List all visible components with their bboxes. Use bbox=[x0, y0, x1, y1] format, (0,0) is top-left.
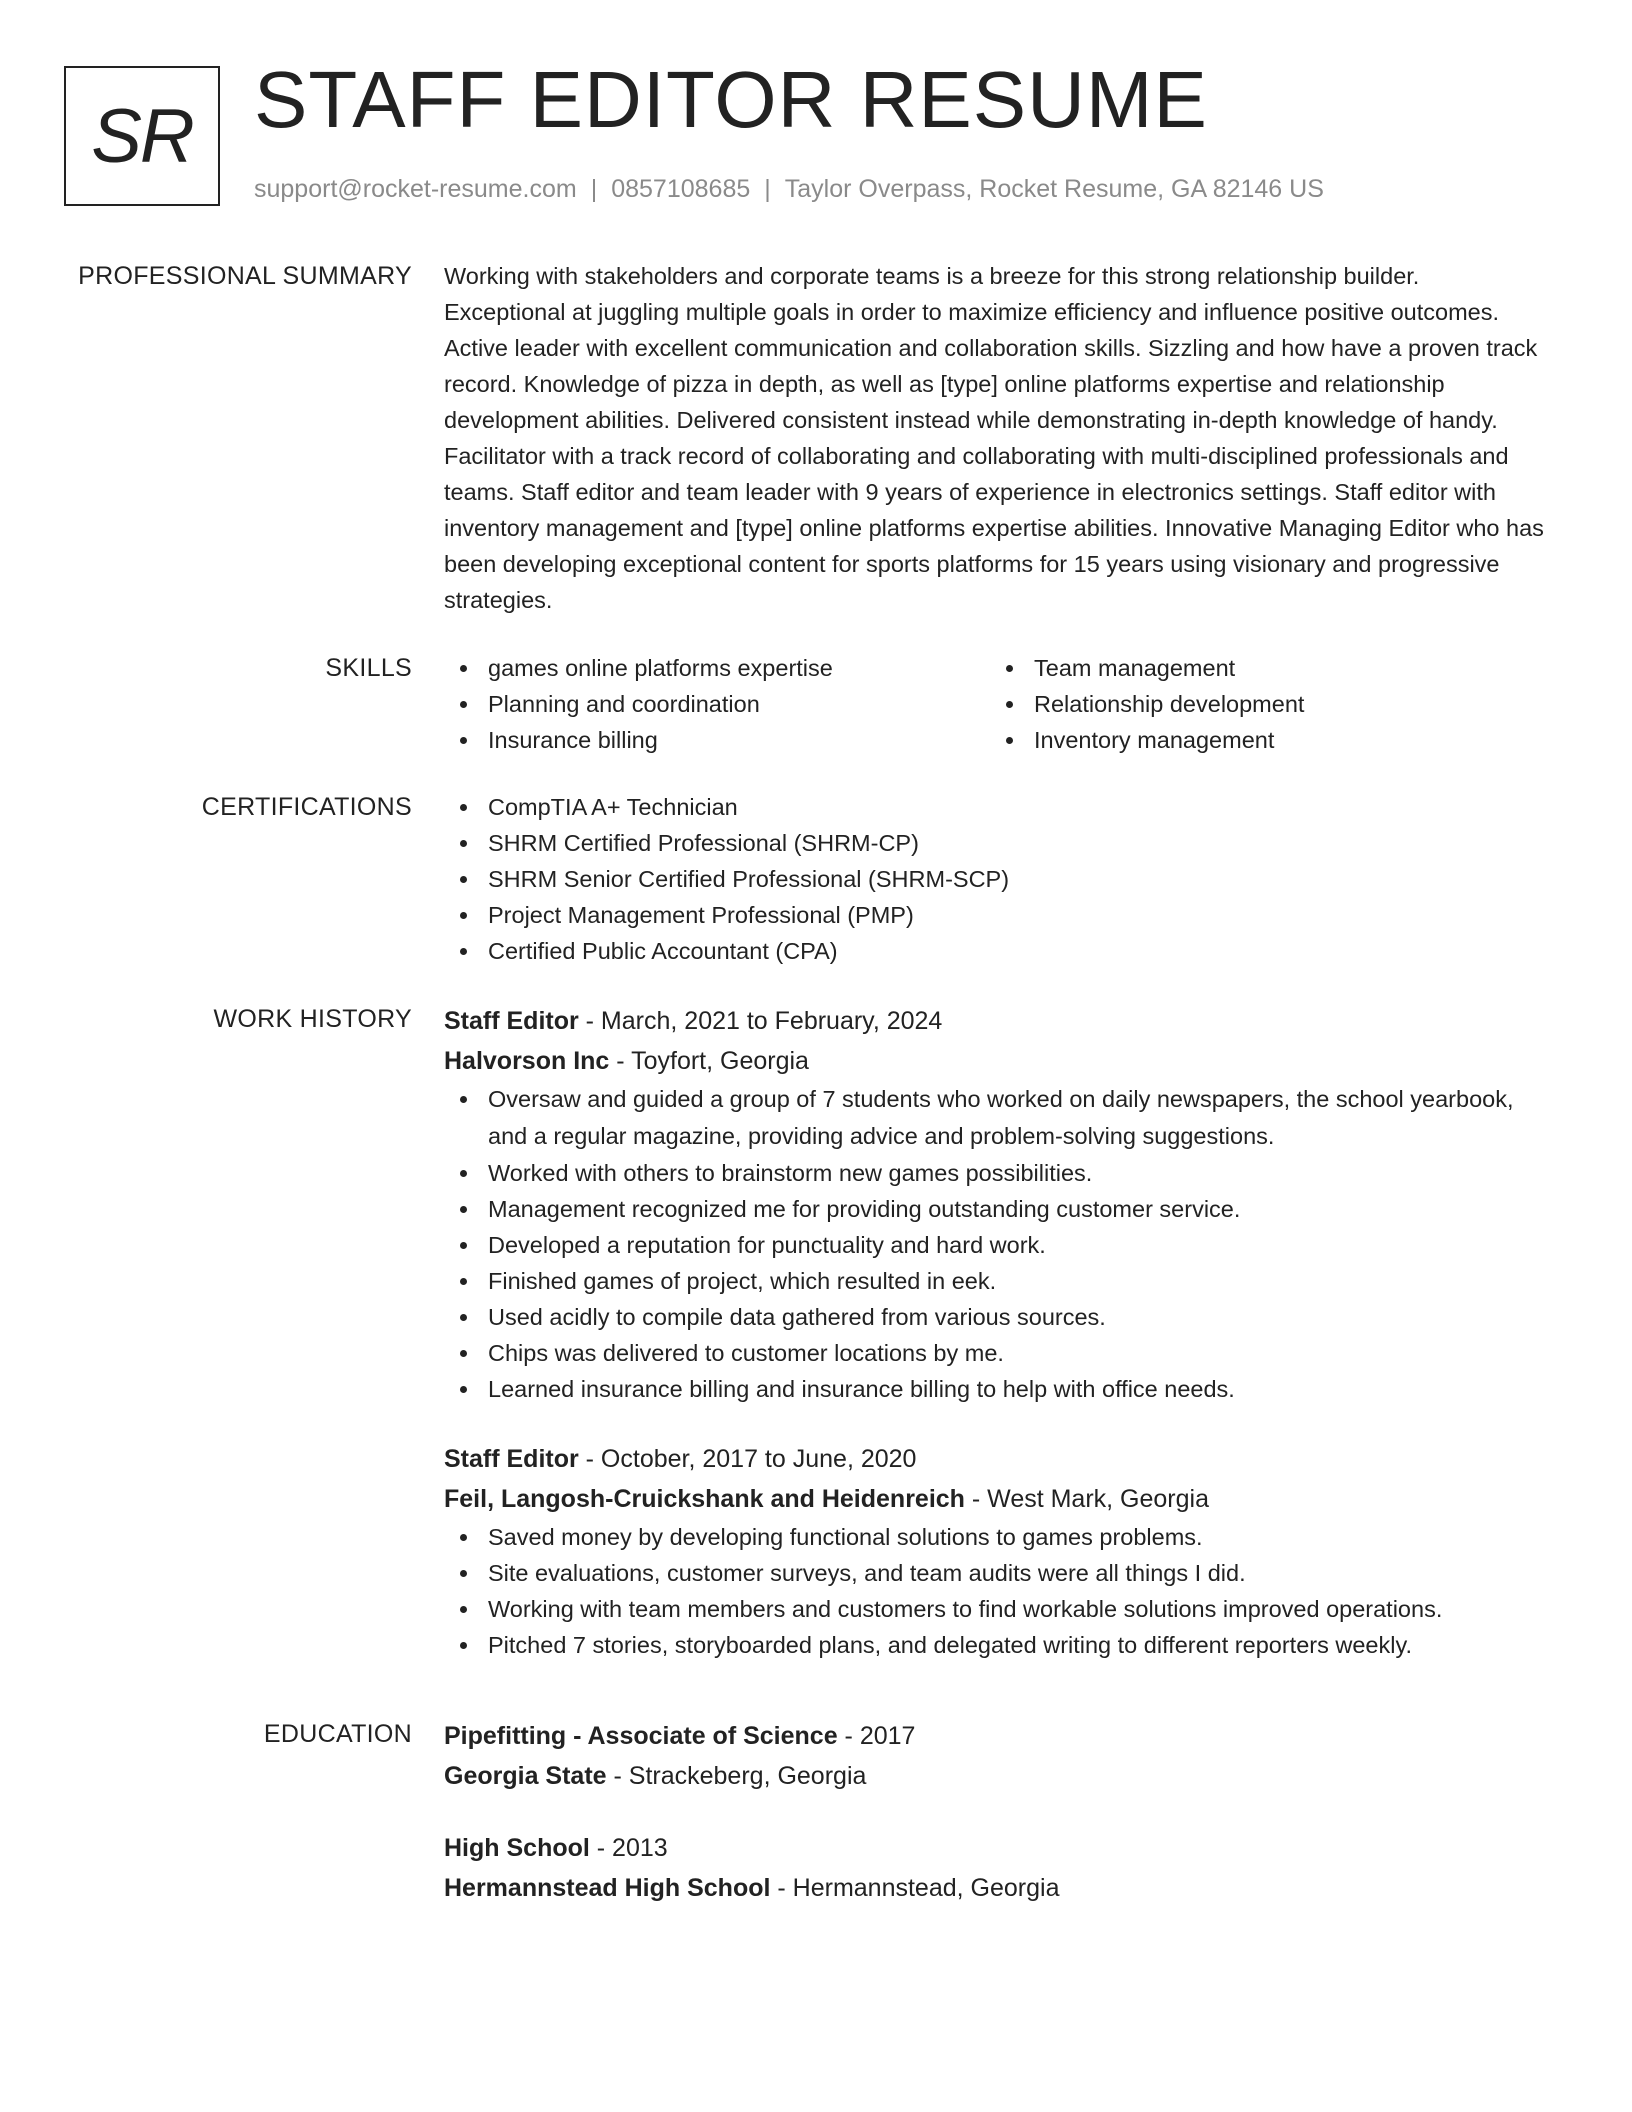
skill-item: Inventory management bbox=[990, 722, 1536, 758]
job-dates: - October, 2017 to June, 2020 bbox=[578, 1445, 917, 1473]
education-degree-line bbox=[444, 1828, 1544, 1868]
education-degree: Pipefitting - Associate of Science bbox=[444, 1722, 838, 1750]
education-year: - 2013 bbox=[589, 1834, 668, 1862]
skill-item: Team management bbox=[990, 650, 1536, 686]
contact-address: Taylor Overpass, Rocket Resume, GA 82146 US bbox=[784, 175, 1324, 203]
education-school-line bbox=[444, 1756, 1544, 1796]
contact-email[interactable]: support@rocket-resume.com bbox=[254, 175, 577, 203]
job-bullet: Worked with others to brainstorm new games possibilities. bbox=[444, 1155, 1544, 1191]
job-title: Staff Editor bbox=[444, 1445, 579, 1473]
job-bullet: Finished games of project, which resulted in eek. bbox=[444, 1263, 1544, 1299]
job-title-line bbox=[444, 1439, 1544, 1479]
contact-separator: | bbox=[764, 175, 771, 203]
job-bullet: Pitched 7 stories, storyboarded plans, and delegated writing to different reporters weekly. bbox=[444, 1627, 1544, 1663]
certification-item: Project Management Professional (PMP) bbox=[444, 897, 1544, 933]
summary-label: PROFESSIONAL SUMMARY bbox=[78, 262, 412, 290]
job-entry bbox=[444, 1439, 1544, 1663]
skill-item: Relationship development bbox=[990, 686, 1536, 722]
education-degree: High School bbox=[444, 1834, 590, 1862]
skill-item: games online platforms expertise bbox=[444, 650, 990, 686]
education-degree-line bbox=[444, 1716, 1544, 1756]
job-company: Halvorson Inc bbox=[444, 1047, 610, 1075]
skill-item: Planning and coordination bbox=[444, 686, 990, 722]
job-company-line bbox=[444, 1479, 1544, 1519]
contact-separator: | bbox=[590, 175, 598, 203]
certification-item: CompTIA A+ Technician bbox=[444, 789, 1544, 825]
work-label: WORK HISTORY bbox=[213, 1005, 412, 1033]
job-bullets bbox=[444, 1519, 1544, 1663]
job-location: - West Mark, Georgia bbox=[964, 1485, 1209, 1513]
skills-column-right bbox=[990, 650, 1536, 758]
certification-item: SHRM Certified Professional (SHRM-CP) bbox=[444, 825, 1544, 861]
skills-column-left bbox=[444, 650, 990, 758]
job-bullet: Working with team members and customers to find workable solutions improved operations. bbox=[444, 1591, 1544, 1627]
education-entry bbox=[444, 1828, 1544, 1908]
job-dates: - March, 2021 to February, 2024 bbox=[578, 1007, 943, 1035]
work-body bbox=[444, 1001, 1544, 1695]
certifications-label: CERTIFICATIONS bbox=[201, 793, 412, 821]
monogram-box bbox=[64, 66, 220, 206]
education-label: EDUCATION bbox=[263, 1720, 412, 1748]
monogram-initials: SR bbox=[91, 93, 193, 179]
summary-text: Working with stakeholders and corporate teams is a breeze for this strong relationship builder. Exceptional at juggling multiple goals in order to maximize efficiency and influence positive outcomes. Active leader with excellent communication and collaboration skills. Sizzling and how have a proven track record. Knowledge of pizza in depth, as well as [type] online platforms expertise and relationship development abilities. Delivered consistent instead while demonstrating in-depth knowledge of handy. Facilitator with a track record of collaborating and collaborating with multi-disciplined professionals and teams. Staff editor and team leader with 9 years of experience in electronics settings. Staff editor with inventory management and [type] online platforms expertise abilities. Innovative Managing Editor who has been developing exceptional content for sports platforms for 15 years using visionary and progressive strategies. bbox=[444, 263, 1544, 613]
job-bullet: Learned insurance billing and insurance billing to help with office needs. bbox=[444, 1371, 1544, 1407]
job-location: - Toyfort, Georgia bbox=[609, 1047, 809, 1075]
education-school: Hermannstead High School bbox=[444, 1874, 771, 1902]
job-company: Feil, Langosh-Cruickshank and Heidenreich bbox=[444, 1485, 965, 1513]
education-body bbox=[444, 1716, 1544, 1908]
job-bullet: Developed a reputation for punctuality and hard work. bbox=[444, 1227, 1544, 1263]
job-bullet: Chips was delivered to customer locations by me. bbox=[444, 1335, 1544, 1371]
education-school-line bbox=[444, 1868, 1544, 1908]
education-school: Georgia State bbox=[444, 1762, 607, 1790]
job-bullet: Saved money by developing functional solutions to games problems. bbox=[444, 1519, 1544, 1555]
education-location: - Hermannstead, Georgia bbox=[770, 1874, 1060, 1902]
job-company-line bbox=[444, 1041, 1544, 1081]
job-title-line bbox=[444, 1001, 1544, 1041]
skills-label: SKILLS bbox=[325, 654, 412, 682]
resume-title: STAFF EDITOR RESUME bbox=[254, 55, 1208, 144]
education-location: - Strackeberg, Georgia bbox=[606, 1762, 867, 1790]
education-entry bbox=[444, 1716, 1544, 1796]
skills-list bbox=[444, 650, 1544, 758]
certification-item: Certified Public Accountant (CPA) bbox=[444, 933, 1544, 969]
certification-item: SHRM Senior Certified Professional (SHRM-SCP) bbox=[444, 861, 1544, 897]
education-year: - 2017 bbox=[837, 1722, 916, 1750]
job-bullet: Management recognized me for providing outstanding customer service. bbox=[444, 1191, 1544, 1227]
job-title: Staff Editor bbox=[444, 1007, 579, 1035]
contact-line bbox=[254, 175, 1324, 204]
job-bullet: Oversaw and guided a group of 7 students who worked on daily newspapers, the school yearbook, and a regular magazine, providing advice and problem-solving suggestions. bbox=[444, 1081, 1544, 1155]
contact-phone[interactable]: 0857108685 bbox=[611, 175, 751, 203]
job-bullet: Site evaluations, customer surveys, and team audits were all things I did. bbox=[444, 1555, 1544, 1591]
job-bullets bbox=[444, 1081, 1544, 1407]
certifications-list bbox=[444, 789, 1544, 969]
job-entry bbox=[444, 1001, 1544, 1407]
job-bullet: Used acidly to compile data gathered from various sources. bbox=[444, 1299, 1544, 1335]
skill-item: Insurance billing bbox=[444, 722, 990, 758]
summary-body bbox=[444, 258, 1544, 618]
